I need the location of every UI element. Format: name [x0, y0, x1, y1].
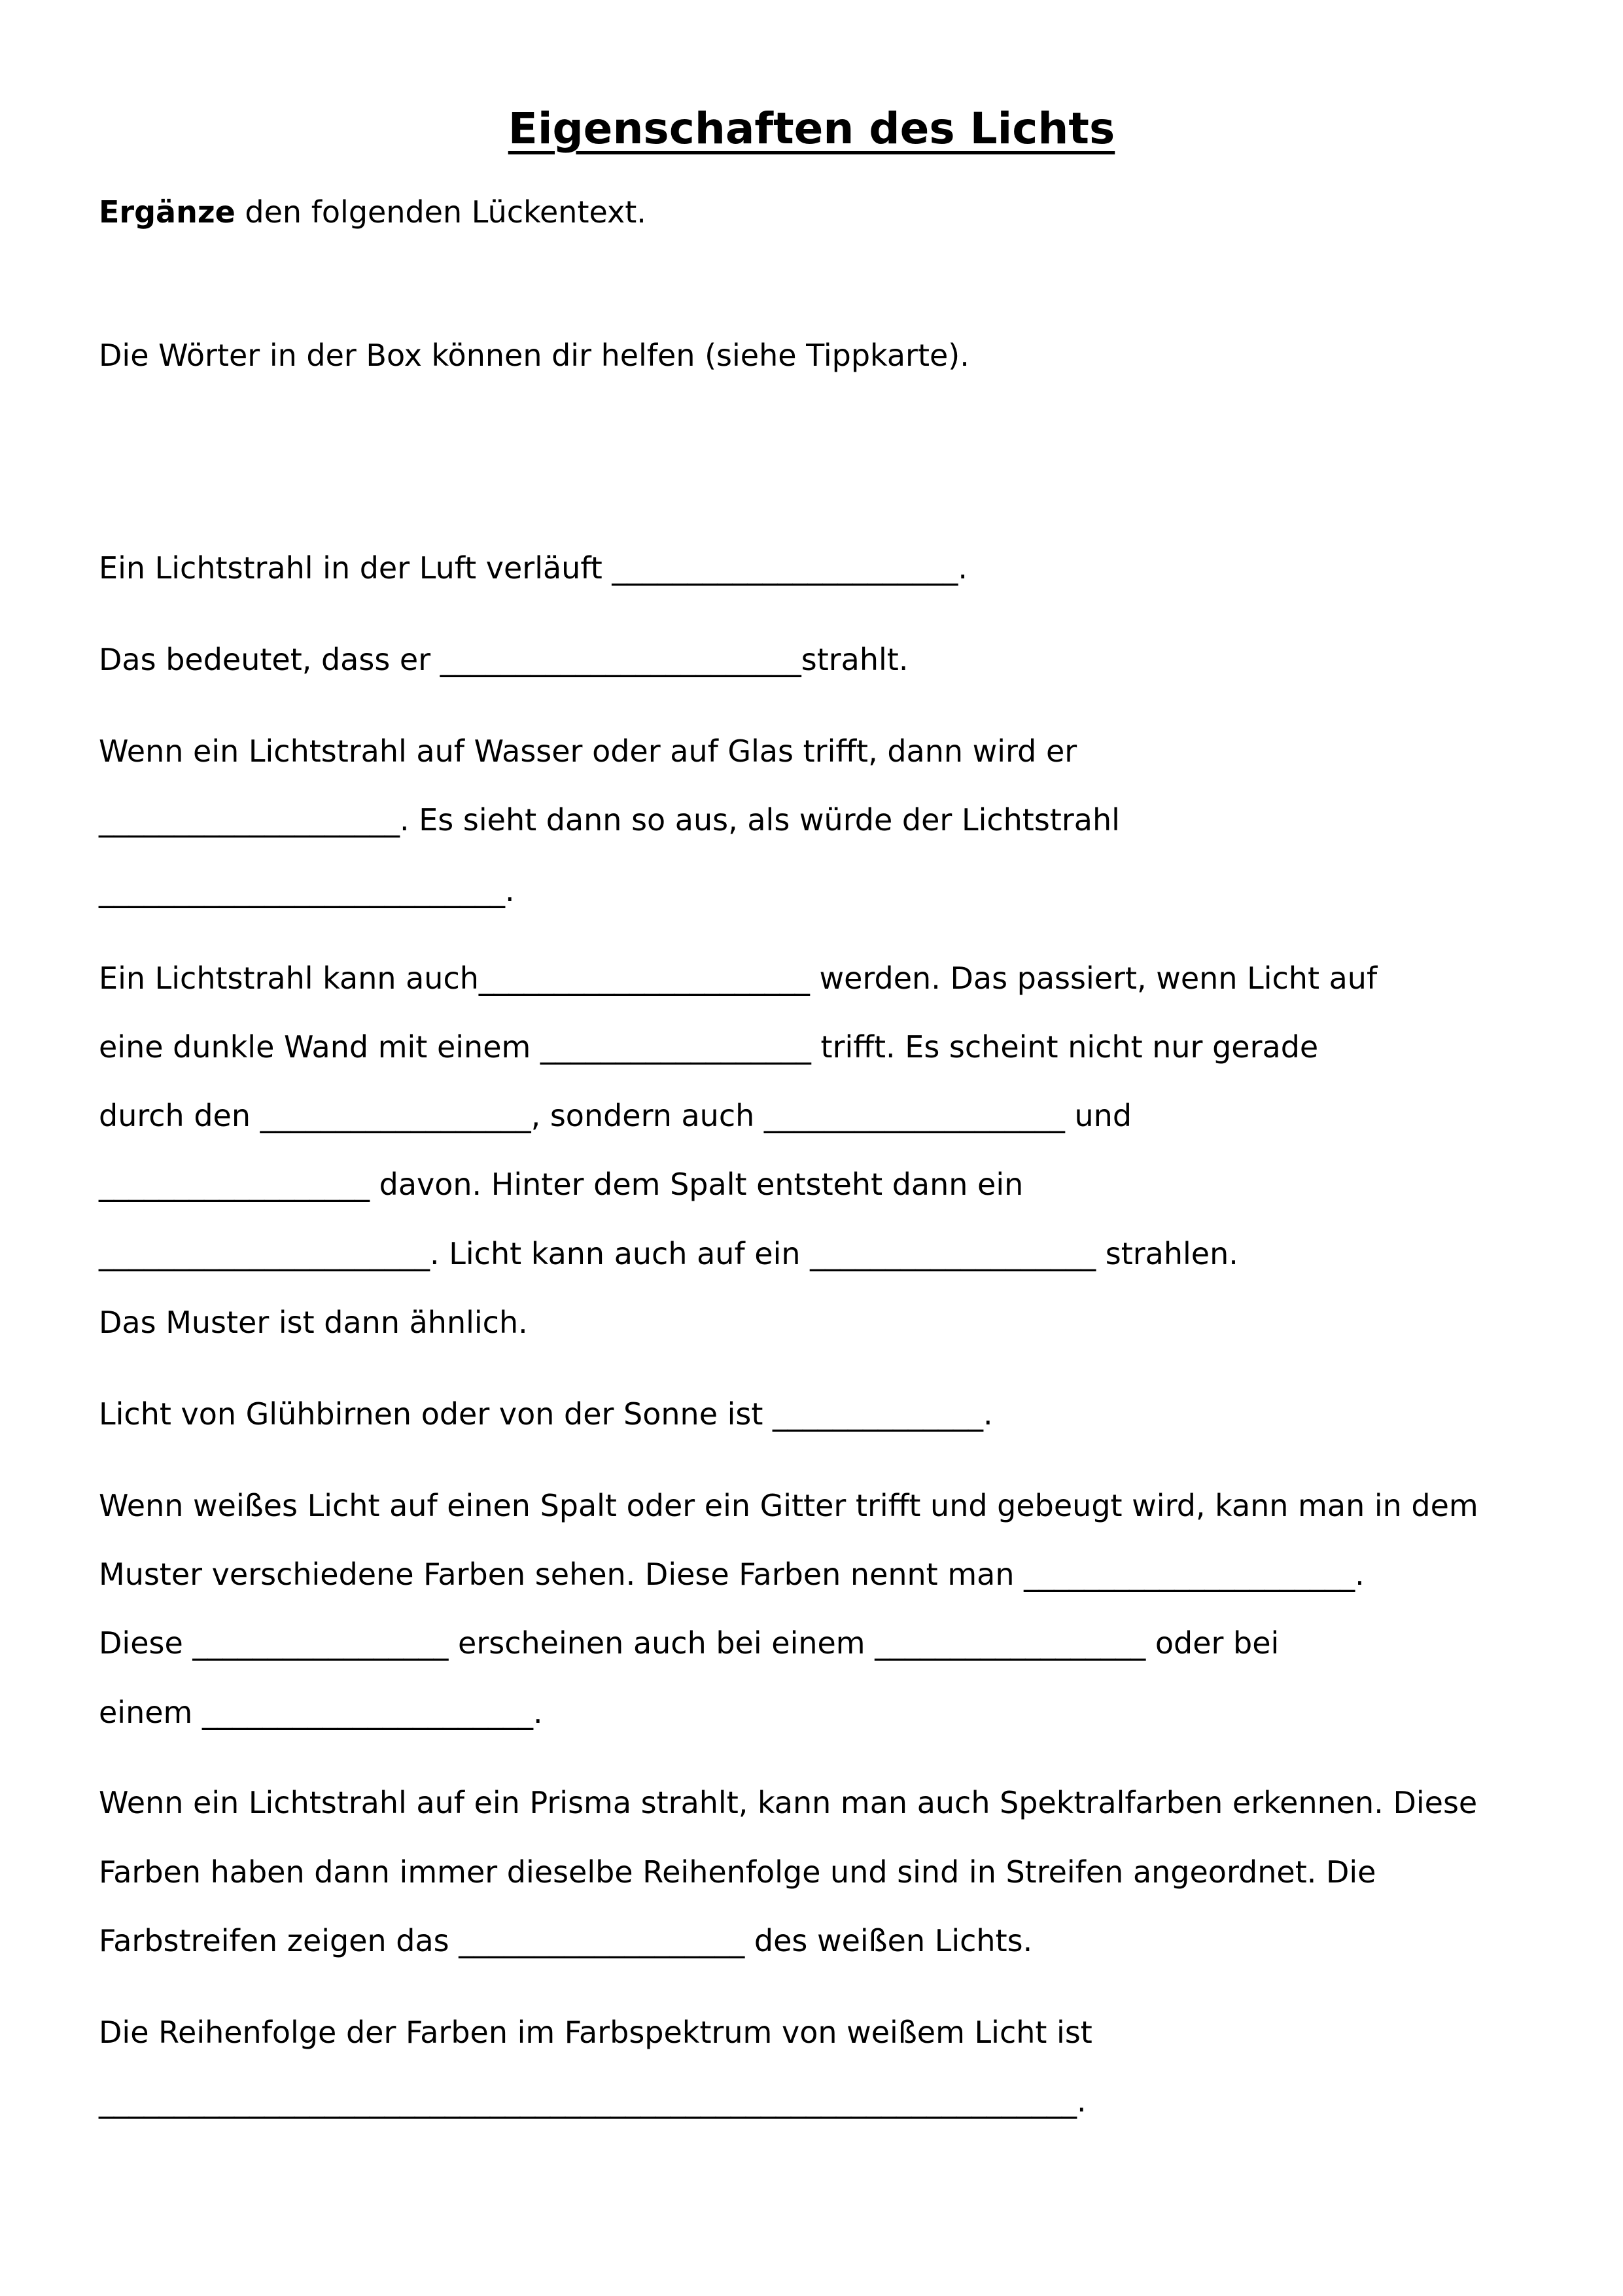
text-line: einem ______________________. — [99, 1695, 543, 1730]
text-line: Das bedeutet, dass er ________________________strahlt. — [99, 642, 909, 677]
text-line: ______________________. Licht kann auch auf ein ___________________ strahlen. — [99, 1236, 1238, 1271]
text-line: durch den __________________, sondern auch ____________________ und — [99, 1098, 1132, 1133]
text-line: Ein Lichtstrahl in der Luft verläuft _______________________. — [99, 550, 968, 586]
hint-text: Die Wörter in der Box können dir helfen (siehe Tippkarte). — [99, 338, 969, 373]
text-line: Wenn weißes Licht auf einen Spalt oder ein Gitter trifft und gebeugt wird, kann man in dem — [99, 1488, 1478, 1523]
text-line: ____________________. Es sieht dann so aus, als würde der Lichtstrahl — [99, 802, 1120, 838]
text-line: Diese _________________ erscheinen auch bei einem __________________ oder bei — [99, 1625, 1280, 1661]
instruction — [99, 194, 646, 230]
text-line: __________________ davon. Hinter dem Spalt entsteht dann ein — [99, 1167, 1024, 1202]
text-line: Die Reihenfolge der Farben im Farbspektrum von weißem Licht ist — [99, 2015, 1092, 2050]
instruction-text: den folgenden Lückentext. — [235, 194, 646, 230]
text-line: Muster verschiedene Farben sehen. Diese Farben nennt man ______________________. — [99, 1557, 1365, 1592]
text-line: ___________________________. — [99, 873, 515, 908]
text-line: Wenn ein Lichtstrahl auf ein Prisma strahlt, kann man auch Spektralfarben erkennen. Diese — [99, 1785, 1478, 1820]
text-line: Ein Lichtstrahl kann auch______________________ werden. Das passiert, wenn Licht auf — [99, 961, 1378, 996]
text-line: _________________________________________________________________. — [99, 2083, 1087, 2119]
text-line: Farben haben dann immer dieselbe Reihenfolge und sind in Streifen angeordnet. Die — [99, 1854, 1376, 1890]
instruction-verb: Ergänze — [99, 194, 236, 230]
text-line: Farbstreifen zeigen das ___________________ des weißen Lichts. — [99, 1923, 1033, 1958]
text-line: Das Muster ist dann ähnlich. — [99, 1305, 528, 1340]
text-line: eine dunkle Wand mit einem __________________ trifft. Es scheint nicht nur gerade — [99, 1029, 1319, 1065]
text-line: Licht von Glühbirnen oder von der Sonne ist ______________. — [99, 1396, 993, 1432]
page-title: Eigenschaften des Lichts — [508, 103, 1115, 154]
text-line: Wenn ein Lichtstrahl auf Wasser oder auf Glas trifft, dann wird er — [99, 733, 1077, 769]
